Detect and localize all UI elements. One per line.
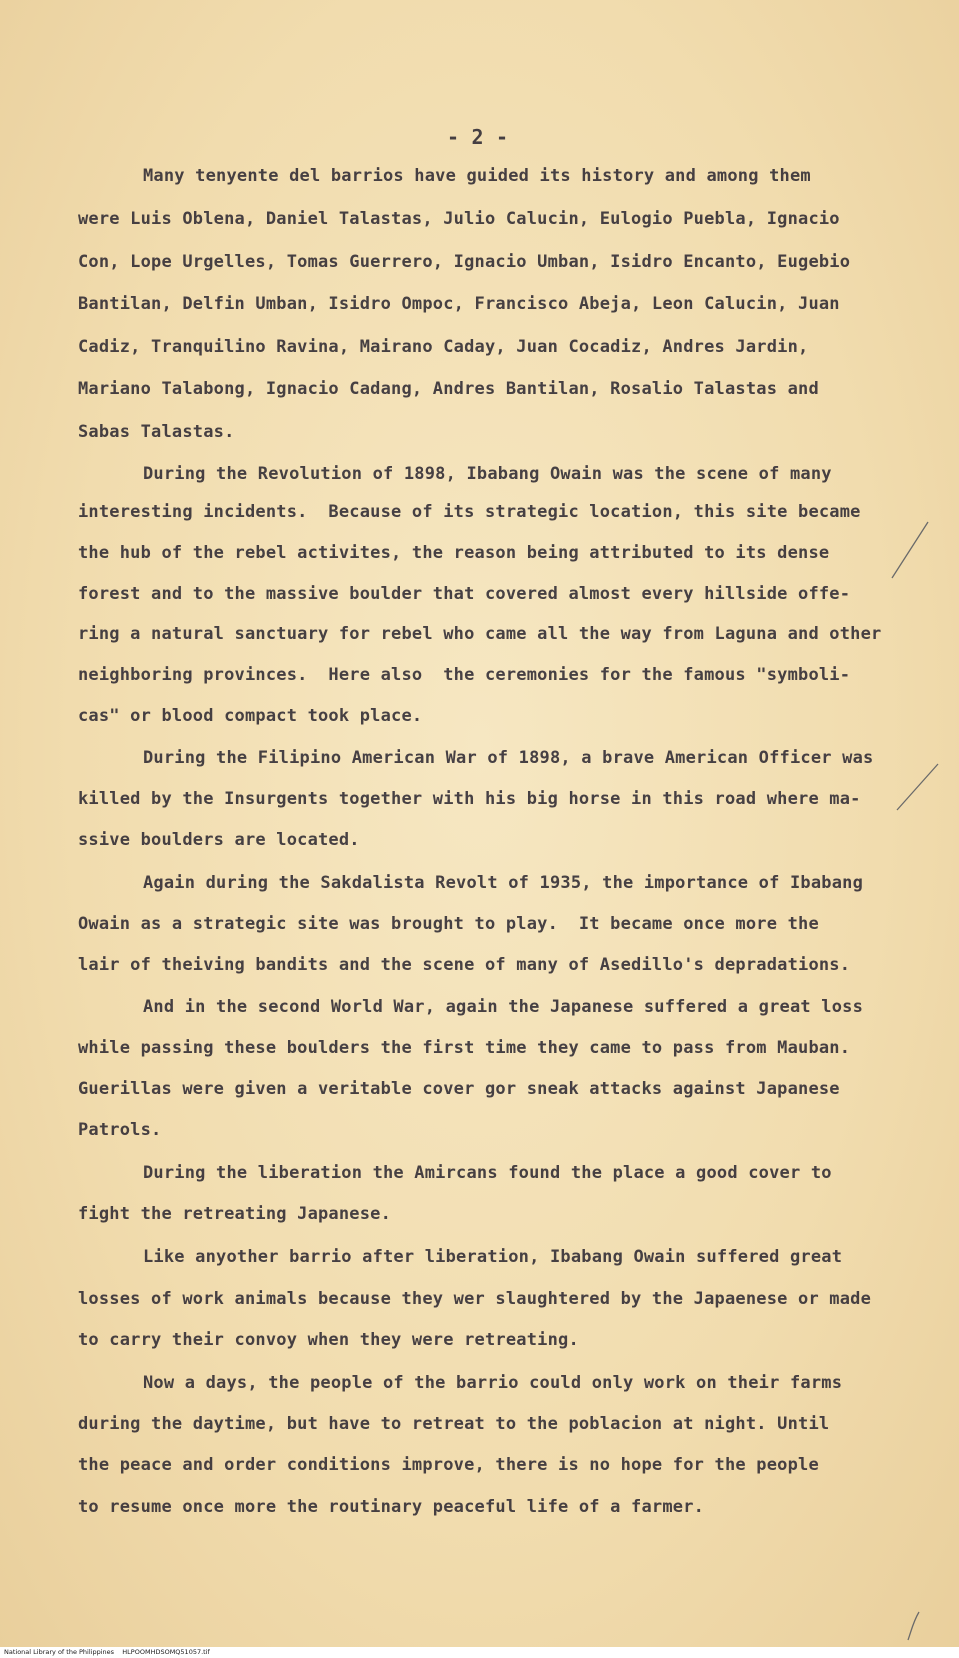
margin-pencil-mark — [895, 762, 940, 812]
text-line: Patrols. — [78, 1120, 162, 1140]
text-line: Cadiz, Tranquilino Ravina, Mairano Caday, Juan Cocadiz, Andres Jardin, — [78, 337, 809, 357]
text-line: Now a days, the people of the barrio could only work on their farms — [143, 1373, 843, 1393]
text-line: neighboring provinces. Here also the ceremonies for the famous "symboli- — [78, 665, 851, 685]
text-line: to carry their convoy when they were retreating. — [78, 1330, 579, 1350]
text-line: And in the second World War, again the Japanese suffered a great loss — [143, 997, 864, 1017]
text-line: to resume once more the routinary peaceful life of a farmer. — [78, 1497, 705, 1517]
text-line: Bantilan, Delfin Umban, Isidro Ompoc, Francisco Abeja, Leon Calucin, Juan — [78, 294, 840, 314]
text-line: cas" or blood compact took place. — [78, 706, 423, 726]
text-line: ring a natural sanctuary for rebel who came all the way from Laguna and other — [78, 624, 882, 644]
text-line: Again during the Sakdalista Revolt of 1935, the importance of Ibabang — [143, 873, 864, 893]
text-line: the peace and order conditions improve, there is no hope for the people — [78, 1455, 819, 1475]
text-line: lair of theiving bandits and the scene of many of Asedillo's depradations. — [78, 955, 851, 975]
text-line: Like anyother barrio after liberation, Ibabang Owain suffered great — [143, 1247, 843, 1267]
page-number: - 2 - — [447, 125, 509, 149]
text-line: while passing these boulders the first time they came to pass from Mauban. — [78, 1038, 851, 1058]
text-line: were Luis Oblena, Daniel Talastas, Julio Calucin, Eulogio Puebla, Ignacio — [78, 209, 840, 229]
text-line: Guerillas were given a veritable cover gor sneak attacks against Japanese — [78, 1079, 840, 1099]
text-line: losses of work animals because they wer slaughtered by the Japaenese or made — [78, 1289, 872, 1309]
text-line: Owain as a strategic site was brought to play. It became once more the — [78, 914, 819, 934]
text-line: Many tenyente del barrios have guided its history and among them — [143, 166, 811, 186]
text-line: killed by the Insurgents together with his big horse in this road where ma- — [78, 789, 861, 809]
text-line: During the Filipino American War of 1898, a brave American Officer was — [143, 748, 874, 768]
archive-footer-caption: National Library of the Philippines HLPOOMHDSOMQ51057.tif — [2, 1648, 959, 1657]
text-line: During the Revolution of 1898, Ibabang Owain was the scene of many — [143, 464, 832, 484]
text-line: during the daytime, but have to retreat to the poblacion at night. Until — [78, 1414, 830, 1434]
margin-pencil-mark — [905, 1610, 925, 1642]
text-line: fight the retreating Japanese. — [78, 1204, 392, 1224]
text-line: interesting incidents. Because of its strategic location, this site became — [78, 502, 861, 522]
margin-pencil-mark — [890, 520, 930, 580]
text-line: Sabas Talastas. — [78, 422, 235, 442]
text-line: Mariano Talabong, Ignacio Cadang, Andres Bantilan, Rosalio Talastas and — [78, 379, 819, 399]
text-line: Con, Lope Urgelles, Tomas Guerrero, Ignacio Umban, Isidro Encanto, Eugebio — [78, 252, 851, 272]
text-line: the hub of the rebel activites, the reason being attributed to its dense — [78, 543, 830, 563]
text-line: forest and to the massive boulder that covered almost every hillside offe- — [78, 584, 851, 604]
text-line: During the liberation the Amircans found the place a good cover to — [143, 1163, 832, 1183]
text-line: ssive boulders are located. — [78, 830, 360, 850]
